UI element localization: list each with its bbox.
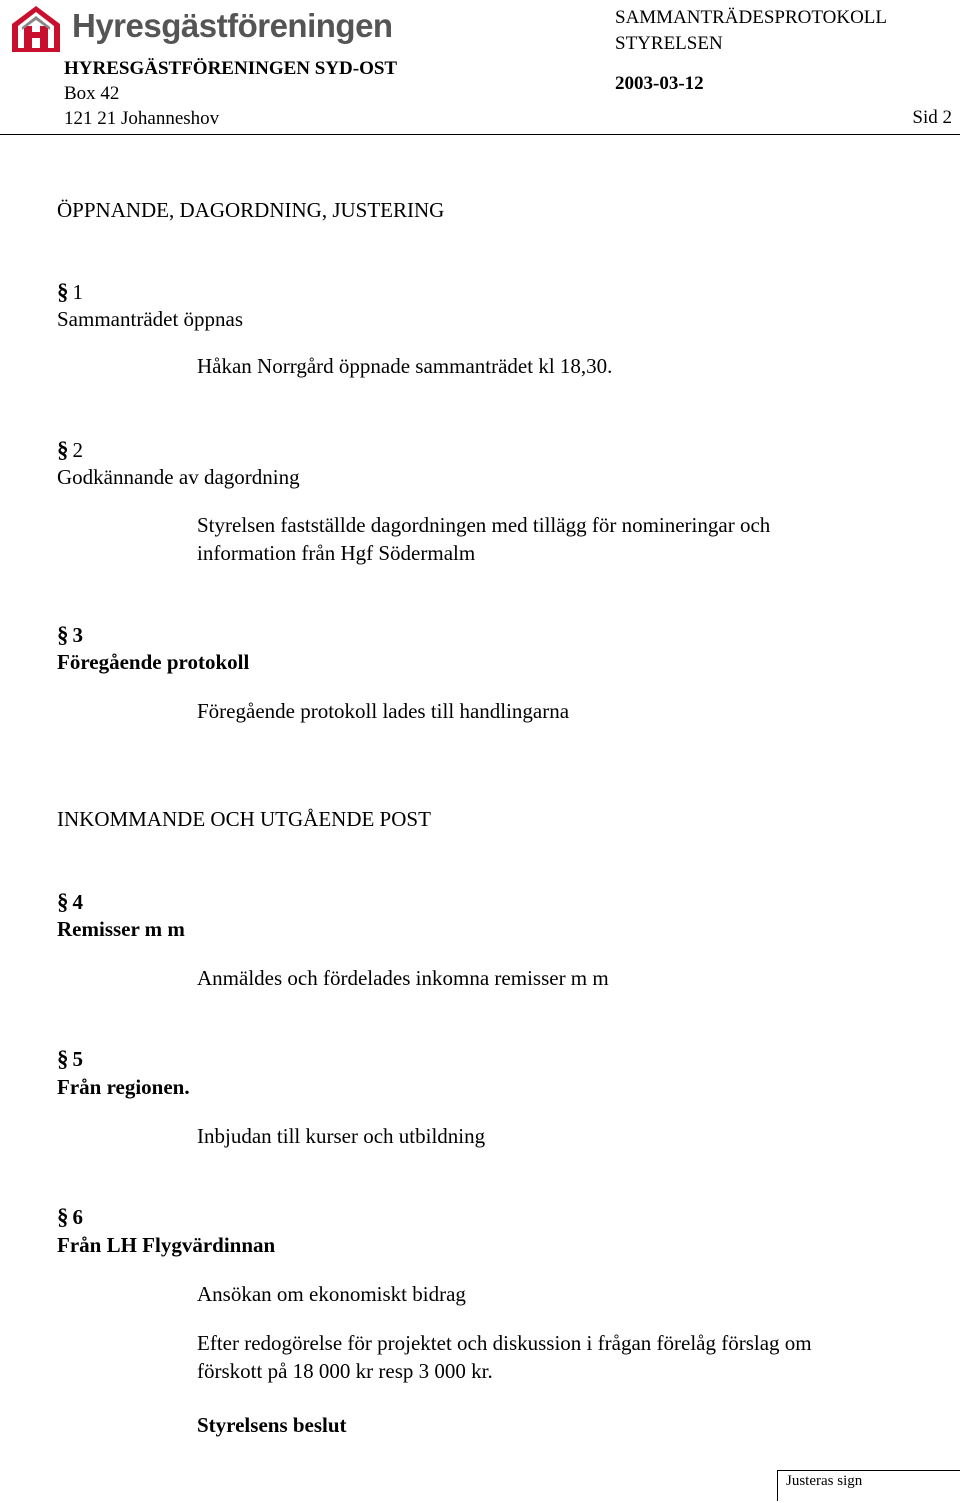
org-unit: HYRESGÄSTFÖRENINGEN SYD-OST <box>64 58 398 79</box>
section-text: Anmäldes och fördelades inkomna remisser m m <box>197 966 609 990</box>
heading-mail: INKOMMANDE OCH UTGÅENDE POST <box>57 807 431 831</box>
signature-box <box>777 1470 960 1501</box>
section-sign-icon: § <box>57 889 69 914</box>
section-title: Föregående protokoll <box>57 650 250 674</box>
section-text: Inbjudan till kurser och utbildning <box>197 1124 486 1148</box>
section-number: § 3 <box>57 622 83 647</box>
section-title: Godkännande av dagordning <box>57 465 300 489</box>
section-text: Efter redogörelse för projektet och diskussion i frågan förelåg förslag om <box>197 1331 812 1355</box>
section-text: Håkan Norrgård öppnade sammanträdet kl 18,30. <box>197 354 613 378</box>
section-text: Ansökan om ekonomiskt bidrag <box>197 1282 466 1306</box>
decision-heading: Styrelsens beslut <box>197 1413 347 1437</box>
section-number: § 2 <box>57 437 83 462</box>
signature-label: Justeras sign <box>786 1473 863 1489</box>
meeting-date: 2003-03-12 <box>615 73 704 94</box>
header-divider <box>0 134 960 135</box>
house-logo-icon <box>10 2 62 54</box>
section-text: Styrelsen fastställde dagordningen med tillägg för nomineringar och <box>197 513 771 537</box>
section-sign-icon: § <box>57 279 69 304</box>
address-line-2: 121 21 Johanneshov <box>64 108 220 129</box>
section-number: § 4 <box>57 889 83 914</box>
section-title: Från regionen. <box>57 1075 190 1099</box>
logo-wordmark: Hyresgästföreningen <box>72 7 393 44</box>
heading-opening: ÖPPNANDE, DAGORDNING, JUSTERING <box>57 198 445 222</box>
org-logo <box>10 2 393 54</box>
section-text: Föregående protokoll lades till handlingarna <box>197 699 570 723</box>
section-sign-icon: § <box>57 1204 69 1229</box>
section-sign-icon: § <box>57 437 69 462</box>
section-title: Sammanträdet öppnas <box>57 307 244 331</box>
section-sign-icon: § <box>57 1046 69 1071</box>
doc-body: STYRELSEN <box>615 33 723 54</box>
section-sign-icon: § <box>57 622 69 647</box>
section-title: Remisser m m <box>57 917 185 941</box>
section-number: § 1 <box>57 279 83 304</box>
section-text: förskott på 18 000 kr resp 3 000 kr. <box>197 1359 493 1383</box>
address-line-1: Box 42 <box>64 83 120 104</box>
section-number: § 6 <box>57 1204 83 1229</box>
section-title: Från LH Flygvärdinnan <box>57 1233 276 1257</box>
doc-type: SAMMANTRÄDESPROTOKOLL <box>615 7 888 28</box>
section-number: § 5 <box>57 1046 83 1071</box>
page-number: Sid 2 <box>912 107 952 128</box>
section-text: information från Hgf Södermalm <box>197 541 476 565</box>
